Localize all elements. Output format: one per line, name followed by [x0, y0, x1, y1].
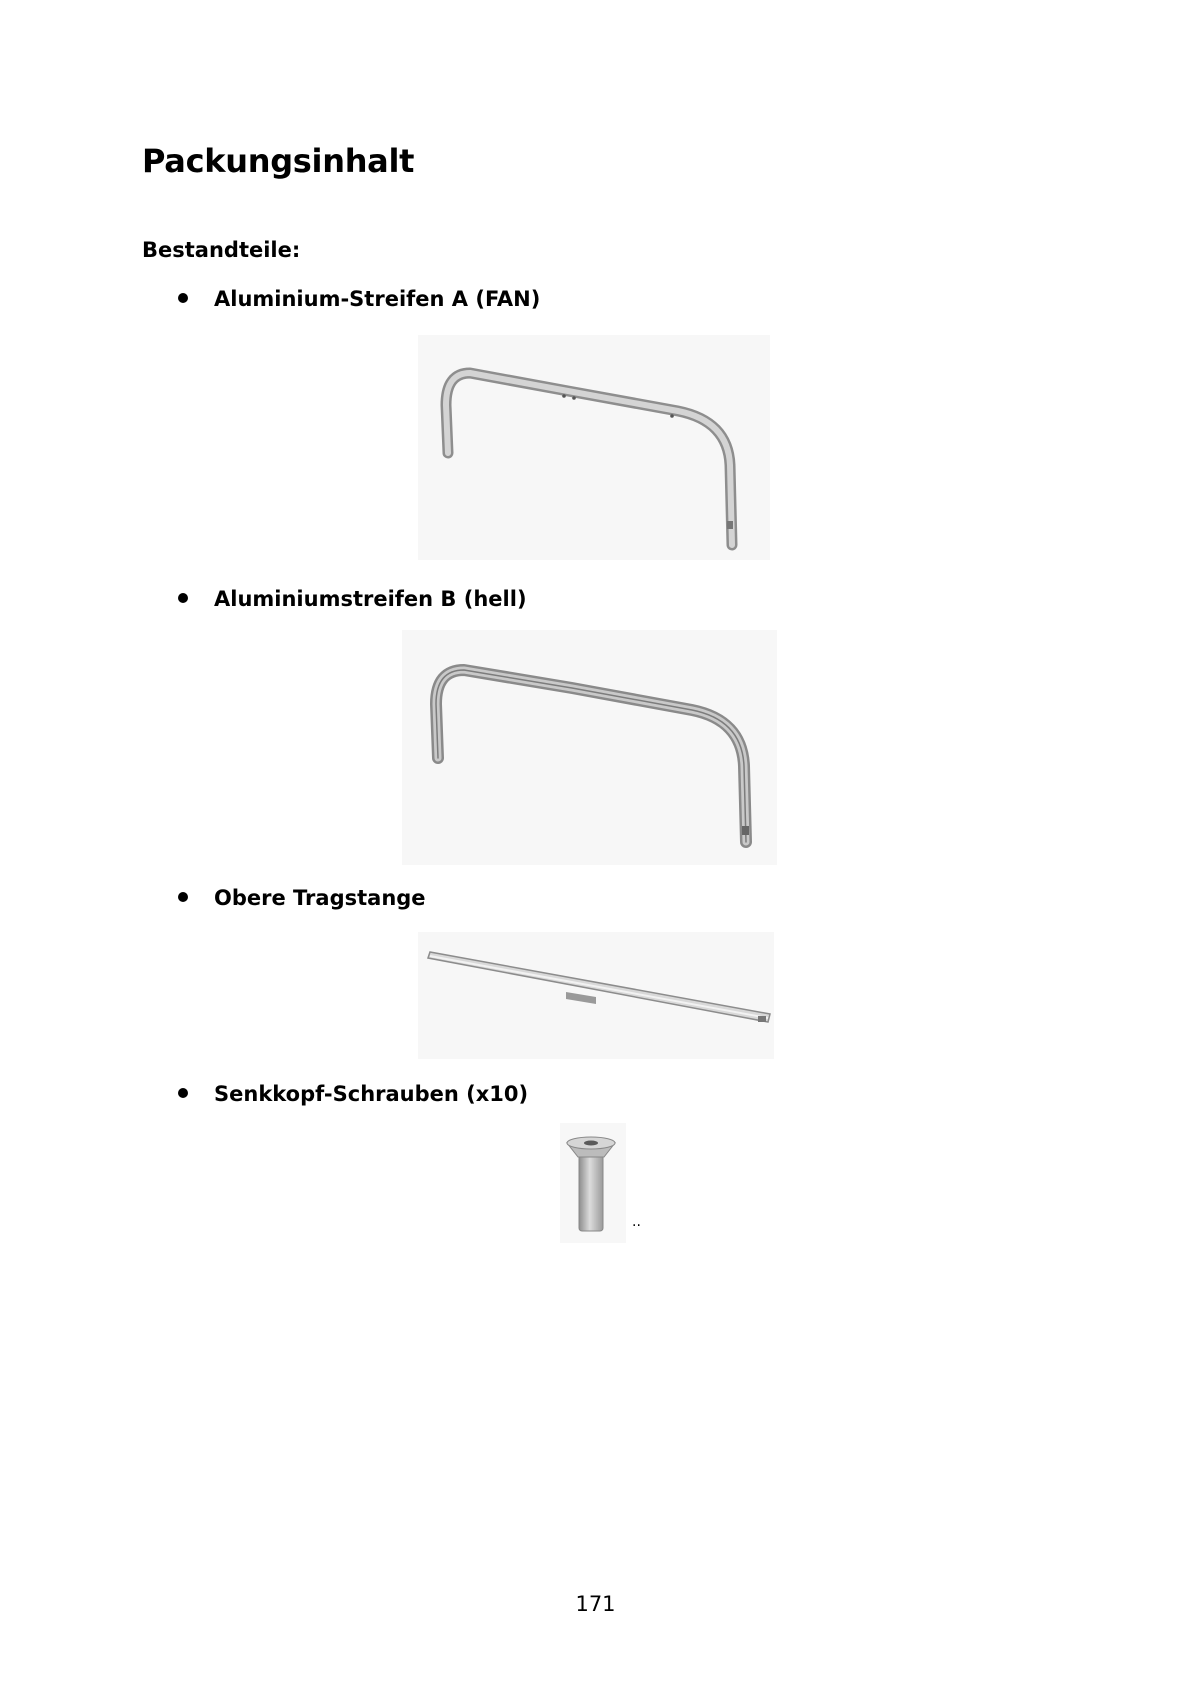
- list-item-countersunk-screws: [178, 1082, 528, 1106]
- list-item-label: Obere Tragstange: [214, 886, 426, 910]
- countersunk-screw-illustration: [560, 1123, 626, 1243]
- aluminium-strip-a-illustration: [418, 335, 770, 560]
- list-item-label: Senkkopf-Schrauben (x10): [214, 1082, 529, 1106]
- list-item-upper-support-bar: [178, 886, 426, 910]
- figure-caption-dots: ..: [632, 1214, 641, 1230]
- page-number: 171: [575, 1592, 616, 1616]
- list-item-label: Aluminiumstreifen B (hell): [214, 587, 527, 611]
- section-label: Bestandteile:: [142, 238, 301, 262]
- bullet-icon: [178, 293, 188, 303]
- upper-support-bar-illustration: [418, 932, 774, 1059]
- list-item-aluminium-strip-b: [178, 587, 527, 611]
- bullet-icon: [178, 892, 188, 902]
- bullet-icon: [178, 593, 188, 603]
- page-title: Packungsinhalt: [142, 142, 415, 180]
- list-item-aluminium-strip-a: [178, 287, 540, 311]
- bullet-icon: [178, 1088, 188, 1098]
- list-item-label: Aluminium-Streifen A (FAN): [214, 287, 541, 311]
- aluminium-strip-b-illustration: [402, 630, 777, 865]
